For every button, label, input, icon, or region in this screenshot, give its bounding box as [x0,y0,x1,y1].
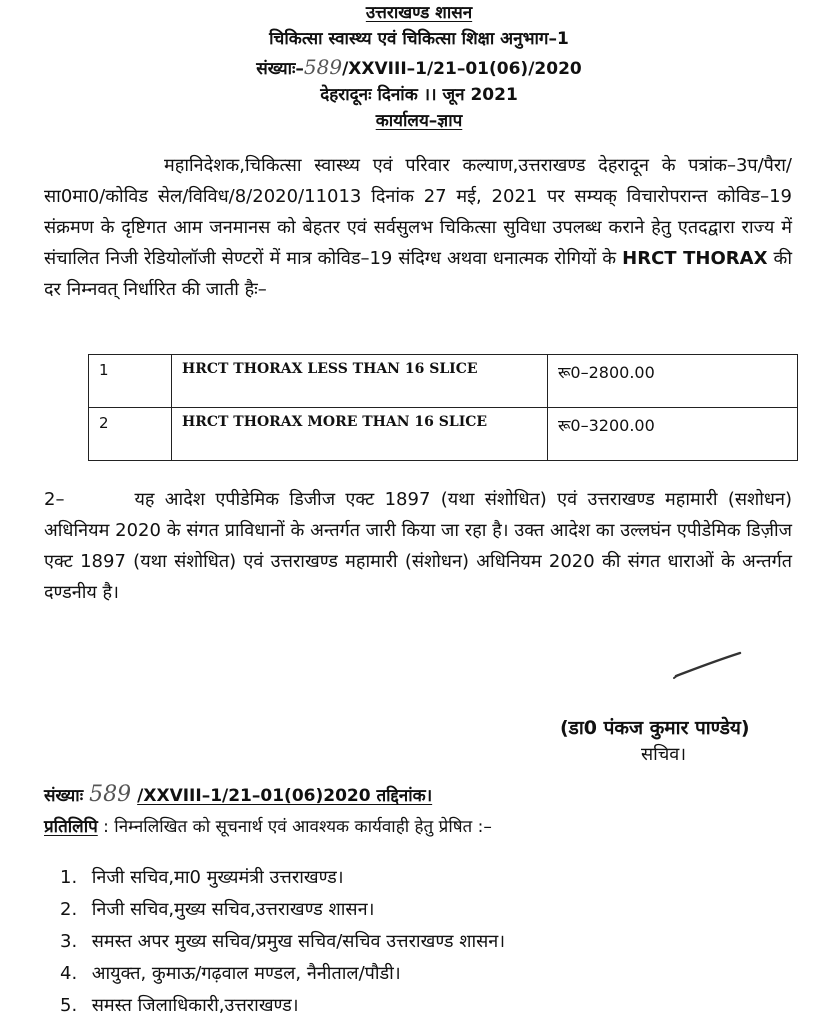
list-number: 5. [60,995,78,1016]
list-number: 3. [60,931,78,952]
list-item [60,862,505,894]
row-serial: 1 [89,355,172,408]
list-number: 2. [60,899,78,920]
ref-prefix: संख्याः– [256,59,304,79]
signature-mark [672,650,744,680]
copy-label: प्रतिलिपि [44,817,98,837]
row-item: HRCT THORAX LESS THAN 16 SLICE [172,355,548,408]
paragraph-2 [44,484,792,608]
endorsement-reference [44,782,432,807]
signatory-name: (डा0 पंकज कुमार पाण्डेय) [560,717,750,739]
table-row [89,408,798,461]
reference-number [0,56,838,80]
list-text: समस्त अपर मुख्य सचिव/प्रमुख सचिव/सचिव उत्तराखण्ड शासन। [91,931,506,952]
endorsement-handwritten-number: 589 [89,782,132,807]
table-row [89,355,798,408]
copy-to-line [44,814,492,837]
list-item [60,958,505,990]
list-text: निजी सचिव,मा0 मुख्यमंत्री उत्तराखण्ड। [91,867,344,888]
para2-number: 2– [44,489,65,510]
para1-bold-term: HRCT THORAX [622,248,768,269]
row-serial: 2 [89,408,172,461]
ref-handwritten-number: 589 [303,55,343,79]
document-type: कार्यालय–ज्ञाप [375,111,463,131]
govt-heading: उत्तराखण्ड शासन [365,3,473,23]
list-text: समस्त जिलाधिकारी,उत्तराखण्ड। [91,995,299,1016]
endorsement-ref-prefix: संख्याः [44,786,84,806]
list-text: निजी सचिव,मुख्य सचिव,उत्तराखण्ड शासन। [91,899,375,920]
row-rate: रू0–2800.00 [548,355,798,408]
para2-text: यह आदेश एपीडेमिक डिजीज एक्ट 1897 (यथा संशोधित) एवं उत्तराखण्ड महामारी (सशोधन) अधिनियम 2020 के संगत प्राविधानों के अन्तर्गत जारी किया जा रहा है। उक्त आदेश का उल्लघंन एपीडेमिक डिज़ीज एक्ट 1897 (यथा संशोधित) एवं उत्तराखण्ड महामारी (संशोधन) अधिनियम 2020 की संगत धाराओं के अन्तर्गत दण्डनीय है। [44,489,792,603]
place-date: देहरादूनः दिनांक ।। जून 2021 [320,85,518,105]
list-number: 4. [60,963,78,984]
para1-text: महानिदेशक,चिकित्सा स्वास्थ्य एवं परिवार कल्याण,उत्तराखण्ड देहरादून के पत्रांक–3प/पैरा/सा0मा0/कोविड सेल/विविध/8/2020/11013 दिनांक 27 मई, 2021 पर सम्यक् विचारोपरान्त कोविड–19 संक्रमण के दृष्टिगत आम जनमानस को बेहतर एवं सर्वसुलभ चिकित्सा सुविधा उपलब्ध कराने हेतु एतदद्वारा राज्य में संचालित निजी रेडियोलॉजी सेण्टरों में मात्र कोविड–19 संदिग्ध अथवा धनात्मक रोगियों के [44,155,792,269]
list-text: आयुक्त, कुमाऊ/गढ़वाल मण्डल, नैनीताल/पौडी। [91,963,401,984]
list-item [60,894,505,926]
para1-tail: की दर निम्नवत् निर्धारित की जाती हैः– [44,248,792,300]
rates-table [88,354,798,461]
row-rate: रू0–3200.00 [548,408,798,461]
list-item [60,990,505,1022]
list-item [60,926,505,958]
list-number: 1. [60,867,78,888]
department-heading: चिकित्सा स्वास्थ्य एवं चिकित्सा शिक्षा अनुभाग–1 [269,29,569,49]
copy-text: : निम्नलिखित को सूचनार्थ एवं आवश्यक कार्यवाही हेतु प्रेषित :– [97,817,492,837]
ref-suffix: /XXVIII–1/21–01(06)/2020 [342,59,582,79]
paragraph-1 [44,150,792,305]
endorsement-ref-suffix: /XXVIII–1/21–01(06)2020 तद्दिनांक। [137,786,433,806]
signatory-designation: सचिव। [641,744,687,765]
row-item: HRCT THORAX MORE THAN 16 SLICE [172,408,548,461]
recipient-list [60,862,505,1022]
